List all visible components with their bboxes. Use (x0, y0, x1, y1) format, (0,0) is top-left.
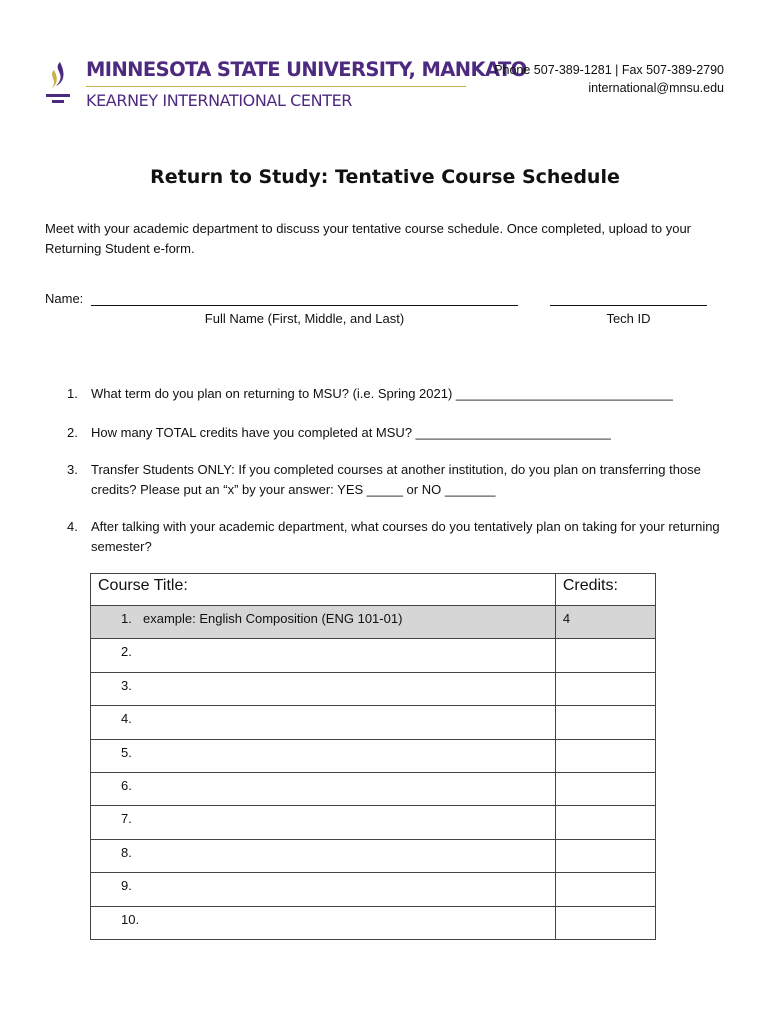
contact-email: international@mnsu.edu (588, 81, 724, 95)
course-title-cell[interactable] (91, 606, 556, 639)
credits-cell[interactable] (555, 772, 655, 805)
row-number: 7. (121, 811, 132, 827)
question-number: 4. (67, 519, 78, 534)
credits-cell[interactable] (555, 672, 655, 705)
row-number: 6. (121, 777, 132, 793)
table-row (91, 672, 656, 705)
row-number: 4. (121, 711, 132, 727)
question-text: Transfer Students ONLY: If you completed courses at another institution, do you plan on transferring those credits? Please put an “x” by your answer: YES _____ or NO _______ (91, 462, 701, 497)
row-number: 1. (121, 611, 132, 626)
name-field-line[interactable] (91, 305, 518, 306)
table-row (91, 772, 656, 805)
question-number: 2. (67, 425, 78, 440)
table-row (91, 706, 656, 739)
course-title-cell[interactable] (91, 839, 556, 872)
table-row (91, 606, 656, 639)
table-row (91, 839, 656, 872)
center-name: KEARNEY INTERNATIONAL CENTER (86, 91, 353, 110)
row-number: 10. (121, 911, 140, 927)
credits-cell[interactable] (555, 739, 655, 772)
question-text: After talking with your academic department, what courses do you tentatively plan on taking for your returning semester? (91, 519, 720, 554)
row-number: 9. (121, 878, 132, 894)
row-number: 5. (121, 744, 132, 760)
full-name-caption: Full Name (First, Middle, and Last) (204, 311, 405, 326)
header-divider (86, 86, 466, 87)
credits-cell[interactable] (555, 806, 655, 839)
header-credits: Credits: (555, 574, 655, 606)
credits-cell[interactable] (555, 839, 655, 872)
table-header-row (91, 574, 656, 606)
row-number: 2. (121, 644, 132, 660)
techid-field-line[interactable] (550, 305, 707, 306)
course-title-cell[interactable] (91, 806, 556, 839)
course-title-cell[interactable] (91, 639, 556, 672)
course-title-cell[interactable] (91, 672, 556, 705)
university-flame-logo-icon (44, 60, 74, 108)
credits-cell[interactable] (555, 906, 655, 939)
techid-caption: Tech ID (606, 311, 651, 326)
credits-cell[interactable]: 4 (555, 606, 655, 639)
table-row (91, 806, 656, 839)
course-title-cell[interactable] (91, 772, 556, 805)
question-1 (67, 384, 737, 404)
contact-phone-fax: Phone 507-389-1281 | Fax 507-389-2790 (494, 63, 724, 77)
table-row (91, 906, 656, 939)
question-4 (67, 517, 737, 557)
university-name: MINNESOTA STATE UNIVERSITY, MANKATO (86, 58, 527, 81)
name-label: Name: (45, 291, 84, 306)
table-row (91, 873, 656, 906)
question-number: 1. (67, 386, 78, 401)
question-2 (67, 423, 737, 443)
document-title: Return to Study: Tentative Course Schedule (150, 166, 620, 188)
credits-cell[interactable] (555, 873, 655, 906)
table-row (91, 639, 656, 672)
course-title-cell[interactable] (91, 739, 556, 772)
question-number: 3. (67, 462, 78, 477)
question-3 (67, 460, 737, 500)
course-title-cell[interactable] (91, 873, 556, 906)
credits-cell[interactable] (555, 706, 655, 739)
course-schedule-table (90, 573, 656, 940)
intro-paragraph: Meet with your academic department to discuss your tentative course schedule. Once completed, upload to your Returning Student e-form. (45, 221, 692, 256)
course-title-cell[interactable] (91, 706, 556, 739)
table-row (91, 739, 656, 772)
course-title-text: example: English Composition (ENG 101-01) (143, 611, 403, 626)
question-text: How many TOTAL credits have you completed at MSU? ___________________________ (91, 425, 611, 440)
header-course-title: Course Title: (91, 574, 556, 606)
course-title-cell[interactable] (91, 906, 556, 939)
row-number: 3. (121, 677, 132, 693)
credits-cell[interactable] (555, 639, 655, 672)
row-number: 8. (121, 844, 132, 860)
question-text: What term do you plan on returning to MSU? (i.e. Spring 2021) ______________________________ (91, 386, 673, 401)
